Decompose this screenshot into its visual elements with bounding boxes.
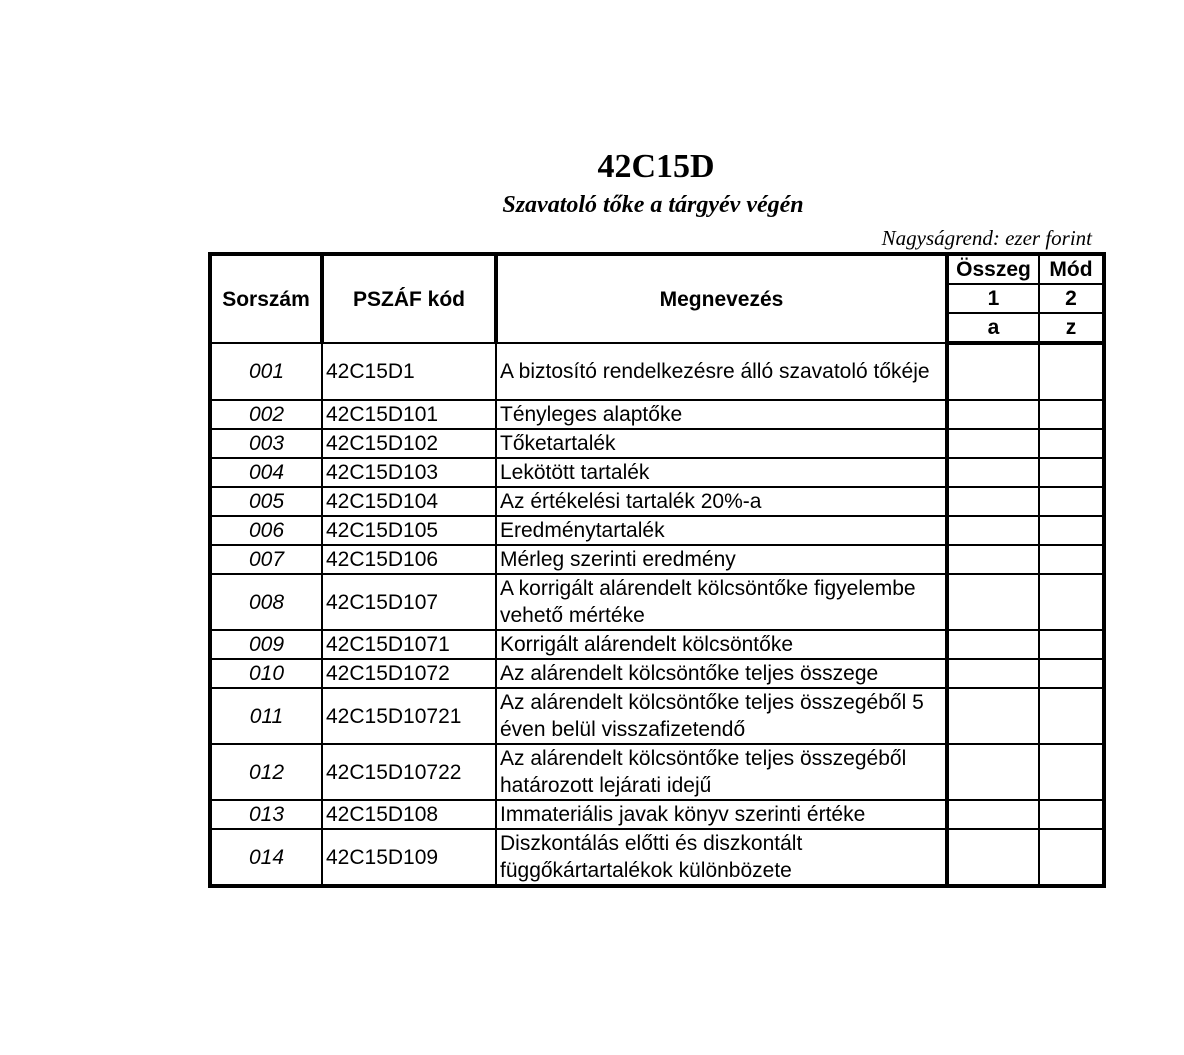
- row-mod-cell[interactable]: [1039, 688, 1104, 744]
- row-sorszam: 007: [210, 545, 322, 574]
- header-megnevezes: Megnevezés: [496, 254, 947, 343]
- row-megnevezes: Az alárendelt kölcsöntőke teljes összegéből határozott lejárati idejű: [496, 744, 947, 800]
- row-sorszam: 012: [210, 744, 322, 800]
- row-sorszam: 002: [210, 400, 322, 429]
- row-megnevezes: Korrigált alárendelt kölcsöntőke: [496, 630, 947, 659]
- row-mod-cell[interactable]: [1039, 458, 1104, 487]
- row-sorszam: 003: [210, 429, 322, 458]
- row-pszaf-kod: 42C15D1072: [322, 659, 496, 688]
- row-osszeg-cell[interactable]: [947, 744, 1039, 800]
- row-osszeg-cell[interactable]: [947, 487, 1039, 516]
- table-row: [210, 574, 1104, 630]
- row-osszeg-cell[interactable]: [947, 343, 1039, 400]
- unit-note: Nagyságrend: ezer forint: [881, 226, 1092, 250]
- header-pszaf-kod: PSZÁF kód: [322, 254, 496, 343]
- table-row: [210, 800, 1104, 829]
- row-megnevezes: A biztosító rendelkezésre álló szavatoló tőkéje: [496, 343, 947, 400]
- row-mod-cell[interactable]: [1039, 744, 1104, 800]
- row-megnevezes: Az értékelési tartalék 20%-a: [496, 487, 947, 516]
- row-osszeg-cell[interactable]: [947, 400, 1039, 429]
- row-pszaf-kod: 42C15D109: [322, 829, 496, 886]
- row-sorszam: 004: [210, 458, 322, 487]
- header-mod-letter: z: [1039, 313, 1104, 343]
- form-code-title: 42C15D: [597, 148, 715, 185]
- row-osszeg-cell[interactable]: [947, 458, 1039, 487]
- row-osszeg-cell[interactable]: [947, 545, 1039, 574]
- row-sorszam: 001: [210, 343, 322, 400]
- row-mod-cell[interactable]: [1039, 829, 1104, 886]
- row-pszaf-kod: 42C15D108: [322, 800, 496, 829]
- row-pszaf-kod: 42C15D105: [322, 516, 496, 545]
- row-mod-cell[interactable]: [1039, 429, 1104, 458]
- row-pszaf-kod: 42C15D1071: [322, 630, 496, 659]
- row-osszeg-cell[interactable]: [947, 429, 1039, 458]
- row-megnevezes: Lekötött tartalék: [496, 458, 947, 487]
- row-pszaf-kod: 42C15D106: [322, 545, 496, 574]
- row-pszaf-kod: 42C15D10722: [322, 744, 496, 800]
- row-megnevezes: Immateriális javak könyv szerinti értéke: [496, 800, 947, 829]
- row-osszeg-cell[interactable]: [947, 829, 1039, 886]
- row-sorszam: 014: [210, 829, 322, 886]
- header-mod-number: 2: [1039, 284, 1104, 313]
- row-pszaf-kod: 42C15D102: [322, 429, 496, 458]
- row-sorszam: 005: [210, 487, 322, 516]
- row-mod-cell[interactable]: [1039, 400, 1104, 429]
- table-row: [210, 545, 1104, 574]
- row-sorszam: 013: [210, 800, 322, 829]
- table-row: [210, 744, 1104, 800]
- header-mod: Mód: [1039, 254, 1104, 284]
- table-row: [210, 458, 1104, 487]
- row-megnevezes: Diszkontálás előtti és diszkontált függőkártartalékok különbözete: [496, 829, 947, 886]
- row-pszaf-kod: 42C15D103: [322, 458, 496, 487]
- row-osszeg-cell[interactable]: [947, 800, 1039, 829]
- row-megnevezes: Mérleg szerinti eredmény: [496, 545, 947, 574]
- row-sorszam: 009: [210, 630, 322, 659]
- row-mod-cell[interactable]: [1039, 659, 1104, 688]
- header-osszeg-letter: a: [947, 313, 1039, 343]
- row-sorszam: 008: [210, 574, 322, 630]
- form-subtitle: Szavatoló tőke a tárgyév végén: [502, 192, 804, 218]
- row-osszeg-cell[interactable]: [947, 516, 1039, 545]
- row-sorszam: 006: [210, 516, 322, 545]
- row-osszeg-cell[interactable]: [947, 630, 1039, 659]
- row-megnevezes: Az alárendelt kölcsöntőke teljes összegéből 5 éven belül visszafizetendő: [496, 688, 947, 744]
- header-osszeg: Összeg: [947, 254, 1039, 284]
- table-row: [210, 516, 1104, 545]
- row-osszeg-cell[interactable]: [947, 659, 1039, 688]
- row-mod-cell[interactable]: [1039, 574, 1104, 630]
- row-mod-cell[interactable]: [1039, 630, 1104, 659]
- row-sorszam: 011: [210, 688, 322, 744]
- header-osszeg-number: 1: [947, 284, 1039, 313]
- row-megnevezes: Az alárendelt kölcsöntőke teljes összege: [496, 659, 947, 688]
- table-header: [210, 254, 1104, 343]
- row-mod-cell[interactable]: [1039, 343, 1104, 400]
- row-pszaf-kod: 42C15D107: [322, 574, 496, 630]
- report-table: [208, 252, 1106, 888]
- row-megnevezes: Tőketartalék: [496, 429, 947, 458]
- table-body: [210, 343, 1104, 886]
- table-row: [210, 400, 1104, 429]
- table-row: [210, 688, 1104, 744]
- row-pszaf-kod: 42C15D104: [322, 487, 496, 516]
- header-sorszam: Sorszám: [210, 254, 322, 343]
- table-row: [210, 487, 1104, 516]
- row-osszeg-cell[interactable]: [947, 688, 1039, 744]
- table-row: [210, 829, 1104, 886]
- row-mod-cell[interactable]: [1039, 487, 1104, 516]
- row-megnevezes: A korrigált alárendelt kölcsöntőke figyelembe vehető mértéke: [496, 574, 947, 630]
- row-pszaf-kod: 42C15D101: [322, 400, 496, 429]
- table-row: [210, 659, 1104, 688]
- table-row: [210, 429, 1104, 458]
- row-pszaf-kod: 42C15D1: [322, 343, 496, 400]
- row-mod-cell[interactable]: [1039, 800, 1104, 829]
- table-row: [210, 630, 1104, 659]
- table-row: [210, 343, 1104, 400]
- row-pszaf-kod: 42C15D10721: [322, 688, 496, 744]
- row-osszeg-cell[interactable]: [947, 574, 1039, 630]
- row-mod-cell[interactable]: [1039, 545, 1104, 574]
- row-megnevezes: Tényleges alaptőke: [496, 400, 947, 429]
- row-sorszam: 010: [210, 659, 322, 688]
- row-megnevezes: Eredménytartalék: [496, 516, 947, 545]
- row-mod-cell[interactable]: [1039, 516, 1104, 545]
